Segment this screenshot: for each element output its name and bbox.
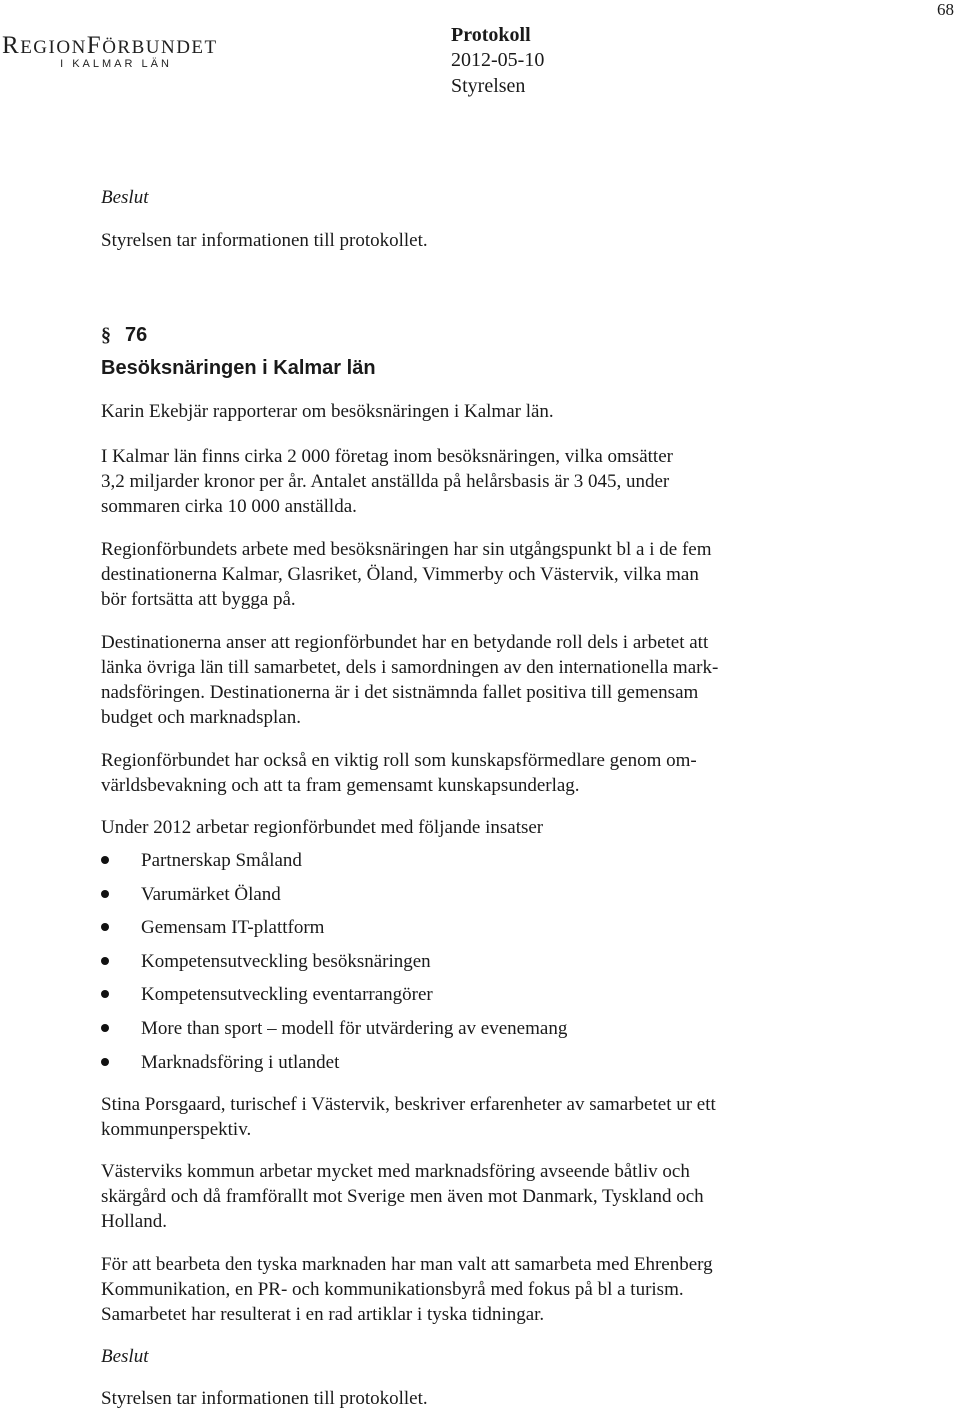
document-title: Protokoll bbox=[451, 24, 531, 46]
paragraph: Destinationerna anser att regionförbundet har en betydande roll dels i arbetet att länka övriga län till samarbetet, dels i samordningen av den internationella mark- nadsföringen. Destinationerna är i det sistnämnda fallet positiva till gemensam budget och marknadsplan. bbox=[101, 632, 719, 728]
paragraph: För att bearbeta den tyska marknaden har man valt att samarbeta med Ehrenberg Kommunikation, en PR- och kommunikationsbyrå med fokus på bl a turism. Samarbetet har resulterat i en rad artiklar i tyska tidningar. bbox=[101, 1254, 713, 1325]
bullet-icon bbox=[101, 1024, 109, 1032]
bullet-icon bbox=[101, 1058, 109, 1066]
list-item: Kompetensutveckling eventarrangörer bbox=[101, 982, 567, 1016]
bullet-icon bbox=[101, 856, 109, 864]
logo-subtitle: I KALMAR LÄN bbox=[60, 58, 172, 70]
logo-wordmark: REGIONFÖRBUNDET bbox=[2, 32, 218, 59]
paragraph: I Kalmar län finns cirka 2 000 företag inom besöksnäringen, vilka omsätter 3,2 miljarder kronor per år. Antalet anställda på helårsbasis är 3 045, under sommaren cirka 10 000 anställda. bbox=[101, 446, 673, 517]
paragraph: Regionförbundet har också en viktig roll som kunskapsförmedlare genom om- världsbevakning och att ta fram gemensamt kunskapsunderlag. bbox=[101, 750, 697, 796]
section-title: Besöksnäringen i Kalmar län bbox=[101, 357, 376, 379]
bullet-icon bbox=[101, 990, 109, 998]
list-item: More than sport – modell för utvärdering av evenemang bbox=[101, 1016, 567, 1050]
organization-logo bbox=[2, 32, 230, 70]
list-item: Kompetensutveckling besöksnäringen bbox=[101, 949, 567, 983]
bullet-icon bbox=[101, 890, 109, 898]
initiatives-list bbox=[101, 848, 567, 1083]
document-body: Styrelsen bbox=[451, 75, 526, 97]
decision-label: Beslut bbox=[101, 1346, 149, 1367]
paragraph: Västerviks kommun arbetar mycket med marknadsföring avseende båtliv och skärgård och då framförallt mot Sverige men även mot Danmark, Tyskland och Holland. bbox=[101, 1161, 704, 1232]
paragraph: Regionförbundets arbete med besöksnäringen har sin utgångspunkt bl a i de fem destinationerna Kalmar, Glasriket, Öland, Vimmerby och Västervik, vilka man bör fortsätta att bygga på. bbox=[101, 539, 712, 610]
paragraph-sign-icon: § bbox=[101, 324, 111, 346]
decision-label: Beslut bbox=[101, 187, 149, 208]
decision-text: Styrelsen tar informationen till protokollet. bbox=[101, 1388, 428, 1409]
list-item: Varumärket Öland bbox=[101, 882, 567, 916]
section-number: § 76 bbox=[101, 324, 148, 346]
list-item: Gemensam IT-plattform bbox=[101, 915, 567, 949]
paragraph: Under 2012 arbetar regionförbundet med följande insatser bbox=[101, 817, 544, 838]
paragraph: Karin Ekebjär rapporterar om besöksnäringen i Kalmar län. bbox=[101, 401, 554, 422]
list-item: Partnerskap Småland bbox=[101, 848, 567, 882]
decision-text: Styrelsen tar informationen till protokollet. bbox=[101, 230, 428, 251]
page-number: 68 bbox=[937, 0, 954, 19]
bullet-icon bbox=[101, 923, 109, 931]
bullet-icon bbox=[101, 957, 109, 965]
paragraph: Stina Porsgaard, turischef i Västervik, beskriver erfarenheter av samarbetet ur ett kommunperspektiv. bbox=[101, 1094, 716, 1140]
document-date: 2012-05-10 bbox=[451, 49, 545, 71]
list-item: Marknadsföring i utlandet bbox=[101, 1050, 567, 1084]
